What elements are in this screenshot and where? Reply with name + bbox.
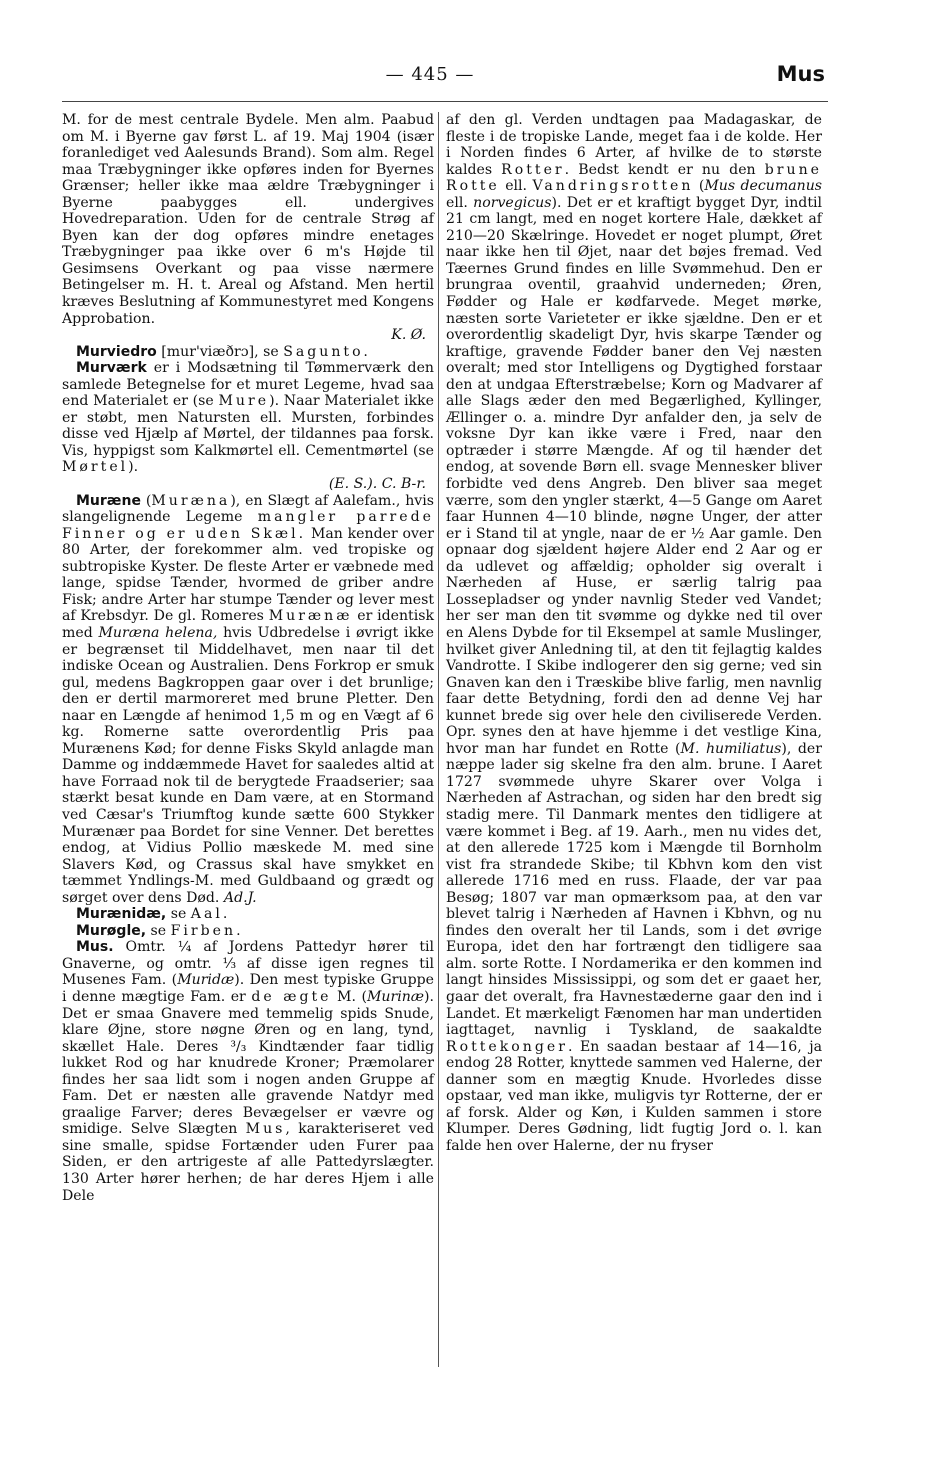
spaced-text: de ægte bbox=[251, 988, 332, 1005]
cross-reference: Mørtel bbox=[62, 459, 129, 476]
entry-text: se bbox=[263, 343, 279, 360]
running-head: Mus bbox=[776, 62, 825, 86]
entry-text: ). Naar Materialet ikke er støbt, men Natursten ell. Mursten, forbindes disse ved Hjælp af Mørtel, der tildannes paa forsk. Vis, hyppigst som Kalkmørtel ell. Cementmørtel (se bbox=[62, 393, 435, 459]
left-column bbox=[62, 112, 434, 1204]
latin-name: M. humiliatus bbox=[680, 740, 782, 757]
pronunciation: [mur'viæðrɔ], bbox=[161, 343, 259, 360]
header-rule bbox=[62, 101, 828, 102]
entry-text: M. ( bbox=[337, 988, 367, 1005]
entry-text: ( bbox=[698, 178, 705, 195]
paragraph-murvaerk-end bbox=[62, 112, 434, 344]
entry-muraene bbox=[62, 493, 434, 907]
headword: Murænidæ, bbox=[76, 906, 167, 923]
entry-text: er i Modsætning til Tømmerværk den samlede Betegnelse for et muret Legeme, hvad saa end Materialet er (se bbox=[62, 360, 434, 410]
entry-murvaerk bbox=[62, 360, 434, 492]
headword: Murøgle, bbox=[76, 922, 147, 939]
entry-text: ). bbox=[128, 459, 139, 476]
entry-text: af den gl. Verden undtagen paa Madagaskar, de fleste i de tropiske Lande, meget faa i de kolde. Her i Norden findes 6 Arter, af hvilke de to største kaldes bbox=[446, 112, 822, 178]
author-signature: K. Ø. bbox=[391, 327, 426, 344]
spaced-text: Vandringsrotten bbox=[532, 178, 694, 195]
entry-text: ), en Slægt af Aalefam., hvis slangelignende Legeme bbox=[62, 492, 434, 526]
entry-mus-continued bbox=[446, 112, 822, 1154]
paragraph-text: M. for de mest centrale Bydele. Men alm. Paabud om M. i Byerne gav først L. af 19. Maj 1904 (især foranlediget ved Aalesunds Brand). Som alm. Regel maa Træbygninger ikke opføres inden for Byernes Grænser; heller ikke maa ældre Træbygninger i Byerne paabygges ell. undergives Hovedreparation. Uden for de centrale Strøg af Byen kan der dog opføres mindre enetages Træbygninger paa ikke over 6 m's Højde til Gesimsens Overkant og paa visse nærmere Betingelser m. H. t. Areal og Afstand. Men hertil kræves Beslutning af Kommunestyret med Kongens Approbation. bbox=[62, 112, 434, 327]
entry-text: hvis Udbredelse i øvrigt ikke er begrænset til Middelhavet, men naar til det indiske Ocean og Australien. Dens Forkrop er smuk gul, medens Bagkroppen gaar over i det brunlige; den er dertil marmoreret med brune Pletter. Den naar en Længde af henimod 1,5 m og en Vægt af 6 kg. Romerne satte overordentlig Pris paa Murænens Kød; for denne Fisks Skyld anlagde man Damme og inddæmmede Havet for saaledes altid at have Forraad nok til de berygtede Fraadserier; saa stærkt besat kunde en Dam være, at en Stormand ved Cæsar's Triumftog kunde sætte 600 Stykker Murænær paa Bordet for sine Venner. Det berettes endog, at Vidius Pollio mæskede M. med sine Slavers Kød, og Crassus skal have smykket en tæmmet Yndlings-M. med Guldbaand og grædt og sørget over dens Død. bbox=[62, 624, 434, 906]
headword: Muræne bbox=[76, 492, 141, 509]
entry-text: Omtr. ¼ af Jordens Pattedyr hører til Gnaverne, og omtr. ⅓ af disse igen regnes til Musenes Fam. ( bbox=[62, 939, 434, 989]
right-column bbox=[446, 112, 822, 1154]
spaced-text: Rotter bbox=[501, 161, 565, 178]
author-signature: (E. S.). C. B-r. bbox=[328, 476, 426, 493]
headword: Murværk bbox=[76, 360, 147, 377]
spaced-text: Muræna bbox=[151, 492, 231, 509]
spaced-text: Mus bbox=[245, 1121, 286, 1138]
cross-reference: Sagunto. bbox=[283, 343, 371, 360]
latin-name: Mus decumanus bbox=[704, 178, 823, 195]
entry-text: . En saadan bestaar af 14—16, ja endog 28 Rotter, knyttede sammen ved Halerne, der danner som en mægtig Knude. Hvorledes disse opstaar, ved man ikke, muligvis tyr Rotterne, der er af forsk. Alder og Køn, i Kulden sammen i store Klumper. Deres Gødning, lidt fugtig Jord o. l. kan falde hen over Halerne, der nu fryser bbox=[446, 1038, 822, 1154]
cross-reference: Aal. bbox=[190, 906, 231, 923]
latin-name: Murinæ bbox=[366, 988, 425, 1005]
entry-text: ), der næppe lader sig skelne fra den alm. brune. I Aaret 1727 svømmede uhyre Skarer over Volga i Nærheden af Astrachan, og siden har den bredt sig stadig mere. Til Danmark mentes den tidligere at være kommet i Beg. af 19. Aarh., men nu vides det, at den allerede 1725 kom i Mængde til Bornholm vist fra strandede Skibe; til Kbhvn kom den vist allerede 1716 med en russ. Flaade, der var paa Besøg; 1807 var man opmærksom paa, at den var blevet talrig i Nærheden af Havnen i Kbhvn, og nu findes den overalt her til Lands, som i det øvrige Europa, idet den har fortrængt den tidligere saa alm. sorte Rotte. I Nordamerika er den kommen ind langt hinsides Mississippi, og som det er gaaet her, gaar det overalt, fra Havnestæderne gaar den ind i Landet. Et mærkeligt Fænomen har man undertiden iagttaget, navnlig i Tyskland, de saakaldte bbox=[446, 740, 823, 1039]
entry-text: . Bedst kendt er nu den bbox=[564, 161, 756, 178]
entry-text: ell. bbox=[505, 178, 528, 195]
latin-name: Muræna helena, bbox=[98, 624, 218, 641]
entry-text: ). Den mest typiske Gruppe i denne mægtige Fam. er bbox=[62, 972, 434, 1005]
page-number: — 445 — bbox=[385, 64, 475, 85]
entry-text: , karakteriseret ved sine smalle, spidse Fortænder uden Furer paa Siden, er den artrigeste af alle Pattedyrslægter. 130 Arter hører herhen; de har deres Hjem i alle Dele bbox=[62, 1121, 434, 1204]
entry-text: ell. bbox=[446, 194, 468, 211]
entry-mus bbox=[62, 939, 434, 1204]
entry-murogle bbox=[62, 923, 434, 940]
entry-muraenidae bbox=[62, 906, 434, 923]
entry-text: ). Det er et kraftigt bygget Dyr, indtil 21 cm langt, med en noget kortere Hale, dækket af 210—20 Skælringe. Hovedet er noget plumpt, Øret naar ikke hen til Øjet, naar det bøjes fremad. Ved Tæernes Grund findes en lille Svømmehud. Den er brungraa oventil, graahvid underneden; Øren, Fødder og Hale er kødfarvede. Meget mørke, næsten sorte Varieteter er ikke sjældne. Den er et overordentlig skadeligt Dyr, hvis skarpe Tænder og kraftige, gravende Fødder baner den Vej næsten overalt; med stor Intelligens og Dygtighed forstaar den at undgaa Efterstræbelse; Korn og Madvarer af alle Slags æder den med Begærlighed, Kyllinger, Ællinger o. a. mindre Dyr anfalder den, ja selv de voksne Dyr kan ikke være i Fred, naar den optræder i større Mængde. Af og til hænder det endog, at sovende Børn ell. svage Mennesker bliver forbidte ved dens Angreb. Den bliver saa meget værre, som den yngler stærkt, 4—5 Gange om Aaret faar Hunnen 4—10 blinde, nøgne Unger, der atter er i Stand til at yngle, naar de er ½ Aar gamle. Den opnaar dog sjældent højere Alder end 2 Aar og er da udlevet og affældig; opholder sig overalt i Nærheden af Huse, er særlig talrig paa Lossepladser og ynder navnlig Steder ved Vandet; her ser man den tit svømme og dykke ned til over en Alens Dybde for til Eksempel at samle Muslinger, hvilket giver Anledning til, at den tit fejlagtig kaldes Vandrotte. I Skibe indlogerer den sig gerne; ved sin Gnaven kan den i Træskibe blive farlig, men navnlig faar dette Betydning, fordi den ad denne Vej har kunnet brede sig over hele den civiliserede Verden. Opr. synes den at have hjemme i det vestlige Kina, hvor man har fundet en Rotte ( bbox=[446, 194, 822, 757]
headword: Mus. bbox=[76, 939, 114, 956]
cross-reference: Mure bbox=[218, 393, 270, 410]
entry-text: er identisk med bbox=[62, 608, 435, 641]
entry-murviedro bbox=[62, 344, 434, 361]
cross-reference: Firben. bbox=[170, 922, 244, 939]
column-divider bbox=[438, 112, 439, 1367]
latin-name: norvegicus bbox=[473, 194, 552, 211]
entry-text: ( bbox=[145, 492, 152, 509]
spaced-text: mangler parrede Finner og er uden Skæl. bbox=[62, 509, 434, 542]
headword: Murviedro bbox=[76, 343, 157, 360]
latin-name: Muridæ bbox=[177, 972, 235, 989]
entry-text: ). Det er smaa Gnavere med temmelig spids Snude, klare Øjne, store nøgne Øren og en lang, tynd, skællet Hale. Deres ³/₃ Kindtænder faar tidlig lukket Rod og har knudrede Kroner; Præmolarer findes her saa lidt som i nogen anden Gruppe af Fam. Det er næsten alle gravende Natdyr med graalige Farver; deres Bevægelser er vævre og smidige. Selve Slægten bbox=[62, 988, 435, 1138]
entry-text: se bbox=[150, 922, 167, 939]
entry-text: se bbox=[170, 906, 187, 923]
entry-text: Man kender over 80 Arter, der forekommer alm. ved tropiske og subtropiske Kyster. De fleste Arter er væbnede med lange, spidse Tænder, hvormed de griber andre Fisk; andre Arter har stumpe Tænder og lever mest af Krebsdyr. De gl. Romeres bbox=[62, 525, 434, 625]
spaced-text: Murænæ bbox=[268, 608, 353, 625]
author-signature: Ad.J. bbox=[223, 889, 257, 906]
spaced-text: Rottekonger bbox=[446, 1038, 568, 1055]
spaced-text: brune Rotte bbox=[446, 161, 822, 195]
